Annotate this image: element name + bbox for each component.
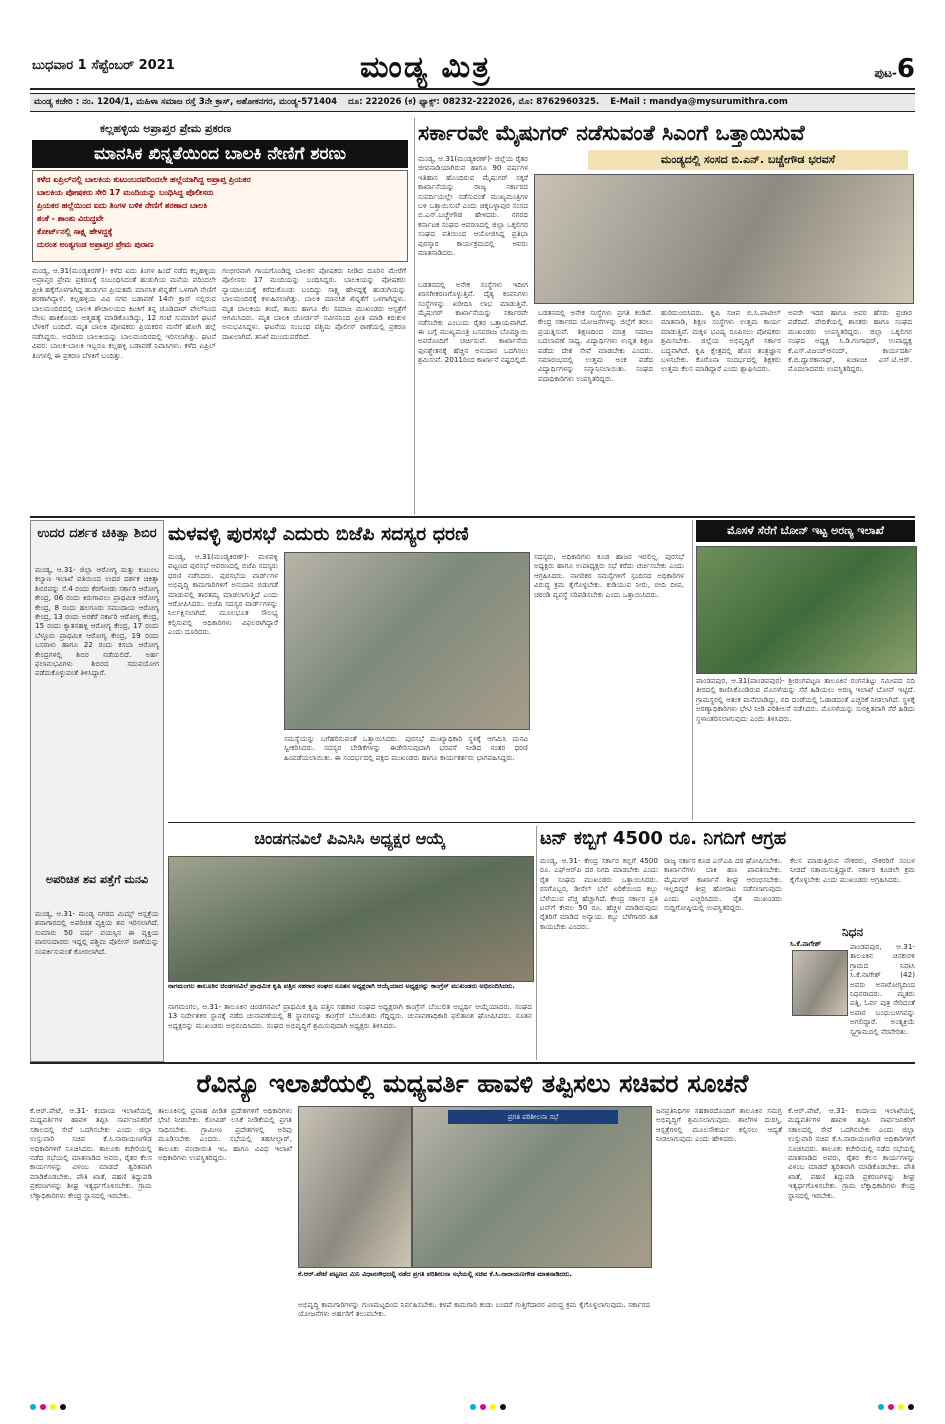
sidebar-headline: ಉದರ ದರ್ಶಕ ಚಿಕಿತ್ಸಾ ಶಿಬಿರ xyxy=(37,526,157,541)
minister-speaking-photo xyxy=(298,1106,412,1268)
story-body-right: ಗಂಭೀರವಾಗಿ ಗಾಯಗೊಂಡಿದ್ದ ಬಾಲಕನ ಪೋಷಕರು ನೀಡಿದ ದೂರಿನ ಮೇರೆಗೆ ಪೊಲೀಸರು 17 ಮಂದಿಯನ್ನು ಬಂಧಿಸಿದ್ದರು. ಬಾಲಕಿಯನ್ನು ಪೋಷಕರು ನ್ಯಾಯಾಲಯಕ್ಕೆ ಕರೆದುಕೊಂಡು ಬಂದಿದ್ದು ಸಾಕ್ಷ್ಯ ಹೇಳದ್ದಕ್ಕೆ ಹುಡುಗಿಯನ್ನು ಬಾಲಮಂದಿರಕ್ಕೆ ಕಳುಹಿಸಲಾಗಿತ್ತು. ಬಾಲಕಿ ಮಾನಸಿಕ ಖಿನ್ನತೆಗೆ ಒಳಗಾಗಿದ್ದಳು. ಮೃತ ಬಾಲಕಿಯ ತಂದೆ, ತಾಯಿ ಹಾಗೂ ಕೆಲ ಸಮಾಜ ಮುಖಂಡರು ಆಸ್ಪತ್ರೆಗೆ ಆಗಮಿಸಿದರು. ಮೃತ ಬಾಲಕಿ ಜೋರ್ಡನ್ ನವೀನನಿಂದ ಪ್ರೀತಿ ಮಾಡಿ ಕಿರುಕುಳ ಅನುಭವಿಸಿದ್ದಳು. ಘಟನೆಯ ಸಂಬಂಧ ಪಶ್ಚಿಮ ಪೊಲೀಸ್ ಠಾಣೆಯಲ್ಲಿ ಪ್ರಕರಣ ದಾಖಲಾಗಿದೆ. ತನಿಖೆ ಮುಂದುವರೆದಿದೆ. xyxy=(222,266,406,341)
story-intro: ಮಂಡ್ಯ, ಆ.31(ಮಂಡ್ಯಕಿರಣ್)- ಜಿಲ್ಲೆಯ ರೈತರ ಜೀವನಾಡಿಯಾಗಿರುವ ಹಾಗೂ 90 ವರ್ಷಗಳ ಇತಿಹಾಸ ಹೊಂದಿರುವ ಮೈಷುಗರ್ ಸಕ್ಕರೆ ಕಾರ್ಖಾನೆಯನ್ನು ರಾಜ್ಯ ಸರ್ಕಾರದ ಸುಪರ್ದಿಯಲ್ಲೇ ನಡೆಸುವಂತೆ ಮುಖ್ಯಮಂತ್ರಿಗಳ ಬಳಿ ಒತ್ತಾಯಿಸುವೆ ಎಂದು ಚಿಕ್ಕಬಳ್ಳಾಪುರ ಸಂಸದ ಬಿ.ಎನ್.ಬಚ್ಚೇಗೌಡ ಹೇಳಿದರು. ನಗರದ ಕರ್ನಾಟಕ ಸಂಘದ ಆವರಣದಲ್ಲಿ ಜಿಲ್ಲಾ ಒಕ್ಕಲಿಗರ ಸಂಘದ ವತಿಯಿಂದ ಆಯೋಜಿಸಿದ್ದ ಪ್ರತಿಭಾ ಪುರಸ್ಕಾರ ಕಾರ್ಯಕ್ರಮದಲ್ಲಿ ಅವರು ಮಾತನಾಡಿದರು. xyxy=(418,154,528,258)
story-body-col4: ಜನಪ್ರತಿನಿಧಿಗಳ ಸಹಕಾರದೊಂದಿಗೆ ತಾಲೂಕಿನ ಸಮಗ್ರ ಅಭಿವೃದ್ಧಿಗೆ ಶ್ರಮಿಸಲಾಗುವುದು. ಶಾಲೆಗಳ ದುರಸ್ತಿ, ಆಸ್ಪತ್ರೆಗಳಲ್ಲಿ ಮೂಲಸೌಕರ್ಯ ಕಲ್ಪಿಸಲು ಆದ್ಯತೆ ನೀಡಲಾಗುವುದು ಎಂದು ಹೇಳಿದರು. xyxy=(656,1106,782,1144)
bullet-2: ಬಾಲಕಿಯ ಪೋಷಕರು ಸೇರಿ 17 ಮಂದಿಯನ್ನು ಬಂಧಿಸಿದ್ದ ಪೊಲೀಸರು xyxy=(37,188,214,197)
color-dot xyxy=(908,1404,914,1410)
felicitation-photo xyxy=(534,174,914,304)
page-label xyxy=(874,54,915,84)
meeting-banner: ಪ್ರಗತಿ ಪರಿಶೀಲನಾ ಸಭೆ xyxy=(448,1110,618,1124)
page-number: 6 xyxy=(896,54,915,84)
story-headline: ಟನ್ ಕಬ್ಬಿಗೆ 4500 ರೂ. ನಿಗದಿಗೆ ಆಗ್ರಹ xyxy=(540,828,787,849)
story-body-col1: ಕೆ.ಆರ್.ಪೇಟೆ, ಆ.31- ಕಂದಾಯ ಇಲಾಖೆಯಲ್ಲಿ ಮಧ್ಯವರ್ತಿಗಳ ಹಾವಳಿ ತಪ್ಪಿಸಿ ಸಾರ್ವಜನಿಕರಿಗೆ ಸಕಾಲದಲ್ಲಿ ಸೇವೆ ಒದಗಿಸಬೇಕು ಎಂದು ಜಿಲ್ಲಾ ಉಸ್ತುವಾರಿ ಸಚಿವ ಕೆ.ಸಿ.ನಾರಾಯಣಗೌಡ ಅಧಿಕಾರಿಗಳಿಗೆ ಸೂಚಿಸಿದರು. ತಾಲೂಕು ಕಚೇರಿಯಲ್ಲಿ ನಡೆದ ಸಭೆಯಲ್ಲಿ ಮಾತನಾಡಿದ ಅವರು, ರೈತರ ಕೆಲಸ ಕಾರ್ಯಗಳನ್ನು ವಿಳಂಬ ಮಾಡದೆ ತ್ವರಿತವಾಗಿ ಮಾಡಿಕೊಡಬೇಕು. ಪೌತಿ ಖಾತೆ, ಪಹಣಿ ತಿದ್ದುಪಡಿ ಪ್ರಕರಣಗಳನ್ನು ಶೀಘ್ರ ಇತ್ಯರ್ಥಗೊಳಿಸಬೇಕು. ಗ್ರಾಮ ಲೆಕ್ಕಾಧಿಕಾರಿಗಳು ಕೇಂದ್ರ ಸ್ಥಾನದಲ್ಲಿ ಇರಬೇಕು. xyxy=(30,1106,152,1200)
bullet-4: ಶಂಕೆ - ಶಾಂತು ವಿರುದ್ಧವೇ xyxy=(37,214,104,223)
bullet-3: ಪ್ರಿಯಕರ ಹಲ್ಲೆಯಿಂದ ಐದು ತಿಂಗಳ ಬಳಿಕ ನೇಣಿಗೆ ಶರಣಾದ ಬಾಲಕಿ xyxy=(37,201,208,210)
officials-meeting-photo xyxy=(412,1106,652,1268)
color-dot xyxy=(490,1404,496,1410)
story-body-col2: ರಾಜ್ಯ ಸರ್ಕಾರ ಕೂಡ ಎಸ್‌ಎಪಿ ದರ ಘೋಷಿಸಬೇಕು. ಕಾರ್ಖಾನೆಗಳು ಬಾಕಿ ಹಣ ಪಾವತಿಸಬೇಕು. ಮೈಷುಗರ್ ಕಾರ್ಖಾನೆ ಶೀಘ್ರ ಆರಂಭಿಸಬೇಕು. ಇಲ್ಲದಿದ್ದರೆ ತೀವ್ರ ಹೋರಾಟ ನಡೆಸಲಾಗುವುದು ಎಂದು ಎಚ್ಚರಿಸಿದರು. ರೈತ ಮುಖಂಡರು ಸುದ್ದಿಗೋಷ್ಠಿಯಲ್ಲಿ ಉಪಸ್ಥಿತರಿದ್ದರು. xyxy=(664,856,782,913)
story-body-col1: ಮಂಡ್ಯ, ಆ.31(ಮಂಡ್ಯಕಿರಣ್)- ಮಳವಳ್ಳಿ ಪಟ್ಟಣದ ಪುರಸಭೆ ಆವರಣದಲ್ಲಿ ಬಿಜೆಪಿ ಸದಸ್ಯರು ಧರಣಿ ನಡೆಸಿದರು. ಪುರಸಭೆಯ ವಾರ್ಡ್‌ಗಳ ಅಭಿವೃದ್ಧಿ ಕಾಮಗಾರಿಗಳಿಗೆ ಅನುದಾನ ಬಿಡುಗಡೆ ಮಾಡುವಲ್ಲಿ ತಾರತಮ್ಯ ಮಾಡಲಾಗುತ್ತಿದೆ ಎಂದು ಆರೋಪಿಸಿದರು. ಬಿಜೆಪಿ ಸದಸ್ಯರ ವಾರ್ಡ್‌ಗಳನ್ನು ನಿರ್ಲಕ್ಷಿಸಲಾಗಿದೆ. ಮೂಲಭೂತ ಸೌಲಭ್ಯ ಕಲ್ಪಿಸುವಲ್ಲಿ ಅಧಿಕಾರಿಗಳು ವಿಫಲರಾಗಿದ್ದಾರೆ ಎಂದು ದೂರಿದರು. xyxy=(168,552,278,637)
bullet-6: ದುರಂತ ಅಂತ್ಯಗಂಡ ಅಪ್ರಾಪ್ತರ ಪ್ರೇಮ ಪುರಾಣ xyxy=(37,240,154,249)
crocodile-trap-photo xyxy=(696,546,917,674)
color-dot xyxy=(898,1404,904,1410)
color-dot xyxy=(470,1404,476,1410)
story-crocodile xyxy=(696,520,915,820)
story-headline: ರೆವಿನ್ಯೂ ಇಲಾಖೆಯಲ್ಲಿ ಮಧ್ಯವರ್ತಿ ಹಾವಳಿ ತಪ್ಪಿಸಲು ಸಚಿವರ ಸೂಚನೆ xyxy=(196,1069,749,1098)
story-revenue xyxy=(30,1066,915,1396)
story-body-col2: ತಾಲೂಕಿನಲ್ಲಿ ಪ್ರವಾಹ ಪೀಡಿತ ಪ್ರದೇಶಗಳಿಗೆ ಅಧಿಕಾರಿಗಳು ಭೇಟಿ ನೀಡಬೇಕು. ಕೋವಿಡ್ ಲಸಿಕೆ ನೀಡಿಕೆಯಲ್ಲಿ ಪ್ರಗತಿ ಸಾಧಿಸಬೇಕು. ಗ್ರಾಮೀಣ ಪ್ರದೇಶಗಳಲ್ಲಿ ಅರಿವು ಮೂಡಿಸಬೇಕು ಎಂದರು. ಸಭೆಯಲ್ಲಿ ತಹಸೀಲ್ದಾರ್, ತಾಲೂಕು ಪಂಚಾಯಿತಿ ಇಒ ಹಾಗೂ ವಿವಿಧ ಇಲಾಖೆ ಅಧಿಕಾರಿಗಳು ಉಪಸ್ಥಿತರಿದ್ದರು. xyxy=(158,1106,292,1163)
masthead-logo: ಮಂಡ್ಯ ಮಿತ್ರ xyxy=(360,50,492,85)
story-headline: ಚಿಂಡಗನವಿಲೆ ಪಿಎಸಿಸಿ ಅಧ್ಯಕ್ಷರ ಆಯ್ಕೆ xyxy=(254,829,446,848)
issue-date: ಬುಧವಾರ 1 ಸೆಪ್ಟೆಂಬರ್ 2021 xyxy=(32,58,175,73)
bullet-1: ಕಳೆದ ಏಪ್ರಿಲ್‌ನಲ್ಲಿ ಬಾಲಕಿಯ ಕುಟುಂಬದವರಿಂದಲೇ ಹಲ್ಲೆಯಾಗಿದ್ದ ಅಪ್ರಾಪ್ತ ಪ್ರಿಯಕರ xyxy=(37,175,251,184)
story-headline: ಮಳವಳ್ಳಿ ಪುರಸಭೆ ಎದುರು ಬಿಜೆಪಿ ಸದಸ್ಯರ ಧರಣಿ xyxy=(168,523,469,545)
masthead-rule xyxy=(30,88,915,90)
story-body-left: ಮಂಡ್ಯ, ಆ.31(ಮಂಡ್ಯಕಿರಣ್)- ಕಳೆದ ಐದು ತಿಂಗಳ ಹಿಂದೆ ನಡೆದ ಕಲ್ಲಹಳ್ಳಿಯ ಅಪ್ರಾಪ್ತರ ಪ್ರೇಮ ಪ್ರಕರಣಕ್ಕೆ ಸಂಬಂಧಿಸಿದಂತೆ ಹುಡುಗಿಯ ಮನೆಯ ವರಿಂದಲೇ ಪ್ರೀತಿ ಹಕ್ಕೆಗೊಳಗಾಗಿದ್ದ ಹುಡುಗನ ಪ್ರಿಯತಮೆ ಮಾನಸಿಕ ಖಿನ್ನತೆಗೆ ಒಳಗಾಗಿ ನೇಣಿಗೆ ಶರಣಾಗಿದ್ದಾಳೆ. ಕಲ್ಲಹಳ್ಳಿಯ ವಿವಿ ನಗರ ಬಡಾವಣೆ 14ನೇ ಕ್ರಾಸ್ ನಲ್ಲಿರುವ ಬಾಲಮಂದಿರದಲ್ಲಿ ಬಾಲಕಿ ಶೌಚಾಲಯದ ಕಿಟಕಿಗೆ ತನ್ನ ಚೂಡಿದಾರ್ ವೇಲ್‌ನಿಂದ ನೇಣು ಹಾಕಿಕೊಂಡು ಆತ್ಮಹತ್ಯೆ ಮಾಡಿಕೊಂಡಿದ್ದು, 12 ಗಂಟೆ ಸುಮಾರಿಗೆ ಘಟನೆ ಬೆಳಕಿಗೆ ಬಂದಿದೆ. ಮೃತ ಬಾಲಕಿ ಪೋಷಕರು ಪ್ರಿಯಕರನ ಮನೆಗೆ ಹೋಗಿ ಹಲ್ಲೆ ನಡೆಸಿದ್ದರು. ಅದರಿಂದ ಬಾಲಕಿಯನ್ನು ಬಾಲಮಂದಿರದಲ್ಲಿ ಇರಿಸಲಾಗಿತ್ತು. ಘಟನೆ ವಿವರ: ಬಾಲಕ-ಬಾಲಕಿ ಇಬ್ಬರೂ ಕಲ್ಲಹಳ್ಳಿ ಬಡಾವಣೆ ನಿವಾಸಿಗಳು. ಕಳೆದ ಏಪ್ರಿಲ್ ತಿಂಗಳಲ್ಲಿ ಈ ಪ್ರಕರಣ ಬೆಳಕಿಗೆ ಬಂದಿತ್ತು. xyxy=(32,266,216,360)
story-body-col1: ಬಡತನದಲ್ಲಿ ಅನೇಕ ಸಂಸ್ಥೆಗಳು ಇದೀಗ ಖಾಸಗೀಕರಣಗೊಳ್ಳುತ್ತಿವೆ. ದೈತ್ಯ ಕಂಪನಿಗಳು ಸಂಸ್ಥೆಗಳನ್ನು ಖರೀದಿಸಿ ಲಾಭ ಮಾಡುತ್ತಿವೆ. ಮೈಷುಗರ್ ಕಾರ್ಖಾನೆಯನ್ನು ಸರ್ಕಾರವೇ ನಡೆಸಬೇಕು ಎಂಬುದು ರೈತರ ಒತ್ತಾಯವಾಗಿದೆ. ಈ ಬಗ್ಗೆ ಮುಖ್ಯಮಂತ್ರಿ ಬಸವರಾಜ ಬೊಮ್ಮಾಯಿ ಅವರೊಂದಿಗೆ ಚರ್ಚಿಸುವೆ. ಕಾರ್ಖಾನೆಯ ಪುನಶ್ಚೇತನಕ್ಕೆ ಹೆಚ್ಚಿನ ಅನುದಾನ ಒದಗಿಸಲು ಶ್ರಮಿಸುವೆ. 2011ರಿಂದ ಕಾರ್ಖಾನೆ ನಷ್ಟದಲ್ಲಿದೆ. xyxy=(418,280,528,365)
story-kallahalli xyxy=(30,118,410,514)
masthead xyxy=(30,50,915,98)
address-bar xyxy=(30,93,915,112)
obituary-box xyxy=(790,924,915,1058)
divider xyxy=(414,118,415,514)
office-address: ಮಂಡ್ಯ ಕಚೇರಿ : ನಂ. 1204/1, ಮಹಿಳಾ ಸಮಾಜ ರಸ್ತೆ 3ನೇ ಕ್ರಾಸ್, ಅಶೋಕನಗರ, ಮಂಡ್ಯ-571404 xyxy=(34,97,338,107)
meeting-photo xyxy=(298,1106,650,1296)
photo-caption: ಕೆ.ಆರ್.ಪೇಟೆ ಪಟ್ಟಣದ ಮಿನಿ ವಿಧಾನಸೌಧದಲ್ಲಿ ನಡೆದ ಪ್ರಗತಿ ಪರಿಶೀಲನಾ ಸಭೆಯಲ್ಲಿ ಸಚಿವ ಕೆ.ಸಿ.ನಾರಾಯಣಗೌಡ ಮಾತನಾಡಿದರು. xyxy=(298,1270,572,1278)
sidebar-camp xyxy=(30,520,164,1062)
story-body-col2: ಬಡತನದಲ್ಲಿ ಅನೇಕ ಸಂಸ್ಥೆಗಳು ಪ್ರಗತಿ ಕಂಡಿವೆ. ಕೇಂದ್ರ ಸರ್ಕಾರದ ಯೋಜನೆಗಳನ್ನು ಜಿಲ್ಲೆಗೆ ತರಲು ಪ್ರಯತ್ನಿಸುವೆ. ಶಿಕ್ಷಣದಿಂದ ಮಾತ್ರ ಸಮಾಜ ಬದಲಾವಣೆ ಸಾಧ್ಯ. ವಿದ್ಯಾರ್ಥಿಗಳು ಉನ್ನತ ಶಿಕ್ಷಣ ಪಡೆದು ದೇಶ ಸೇವೆ ಮಾಡಬೇಕು ಎಂದರು. ಸಮಾರಂಭದಲ್ಲಿ ಉತ್ತಮ ಅಂಕ ಪಡೆದ ವಿದ್ಯಾರ್ಥಿಗಳನ್ನು ಸನ್ಮಾನಿಸಲಾಯಿತು. ಸಂಘದ ಪದಾಧಿಕಾರಿಗಳು ಉಪಸ್ಥಿತರಿದ್ದರು. xyxy=(538,308,653,383)
story-body: ಪಾಂಡವಪುರ, ಆ.31(ಪಾಂಡವಪುರ)- ಶ್ರೀರಂಗಪಟ್ಟಣ ತಾಲೂಕಿನ ರಂಗನತಿಟ್ಟು ಸಮೀಪದ ನದಿ ತೀರದಲ್ಲಿ ಕಾಣಿಸಿಕೊಂಡಿರುವ ಮೊಸಳೆಯನ್ನು ಸೆರೆ ಹಿಡಿಯಲು ಅರಣ್ಯ ಇಲಾಖೆ ಬೋನ್ ಇಟ್ಟಿದೆ. ಗ್ರಾಮಸ್ಥರಲ್ಲಿ ಆತಂಕ ಮನೆಮಾಡಿದ್ದು, ನದಿ ದಂಡೆಯಲ್ಲಿ ಓಡಾಡದಂತೆ ಎಚ್ಚರಿಕೆ ನೀಡಲಾಗಿದೆ. ಸ್ಥಳಕ್ಕೆ ಅರಣ್ಯಾಧಿಕಾರಿಗಳು ಭೇಟಿ ನೀಡಿ ಪರಿಶೀಲನೆ ನಡೆಸಿದರು. ಮೊಸಳೆಯನ್ನು ಸುರಕ್ಷಿತವಾಗಿ ಸೆರೆ ಹಿಡಿದು ಸ್ಥಳಾಂತರಿಸಲಾಗುವುದು ಎಂದು ತಿಳಿಸಿದರು. xyxy=(696,676,915,723)
bullet-box xyxy=(32,170,408,262)
section-rule xyxy=(30,516,915,518)
sidebar-body-2: ಮಂಡ್ಯ, ಆ.31- ಮಂಡ್ಯ ನಗರದ ಮಿಮ್ಸ್ ಆಸ್ಪತ್ರೆಯ ಶವಾಗಾರದಲ್ಲಿ ಅಪರಿಚಿತ ವ್ಯಕ್ತಿಯ ಶವ ಇರಿಸಲಾಗಿದೆ. ಸುಮಾರು 50 ವರ್ಷ ವಯಸ್ಸಿನ ಈ ವ್ಯಕ್ತಿಯ ವಾರಸುದಾರರು ಇದ್ದಲ್ಲಿ ಪಶ್ಚಿಮ ಪೊಲೀಸ್ ಠಾಣೆಯನ್ನು ಸಂಪರ್ಕಿಸುವಂತೆ ಕೋರಲಾಗಿದೆ. xyxy=(35,909,159,956)
photo-caption: ನಾಗಮಂಗಲ ತಾಲೂಕಿನ ಚಿಂಡಗನವಿಲೆ ಪ್ರಾಥಮಿಕ ಕೃಷಿ ಪತ್ತಿನ ಸಹಕಾರ ಸಂಘದ ನೂತನ ಅಧ್ಯಕ್ಷರಾಗಿ ಆಯ್ಕೆಯಾದ ಅಧ್ಯಕ್ಷರನ್ನು ಕಾಂಗ್ರೆಸ್ ಮುಖಂಡರು ಅಭಿನಂದಿಸಿದರು. xyxy=(168,982,515,990)
protest-photo xyxy=(284,552,530,730)
obituary-portrait xyxy=(792,950,848,1016)
obituary-heading: ನಿಧನ xyxy=(841,925,864,939)
color-dot xyxy=(888,1404,894,1410)
story-pacs xyxy=(168,826,532,1060)
story-malavalli xyxy=(168,520,688,820)
color-dot xyxy=(878,1404,884,1410)
sidebar-headline-2: ಅಪರಿಚಿತ ಶವ ಪತ್ತೆಗೆ ಮನವಿ xyxy=(45,873,149,886)
office-phone: ದೂ: 222026 (ಕ) ಫ್ಯಾಕ್ಸ್: 08232-222026, ಮೊ: 8762960325. xyxy=(348,97,600,107)
section-rule xyxy=(168,822,915,823)
story-body-col3: ಸದಸ್ಯರು, ಅಧಿಕಾರಿಗಳು ಕೂಡ ಹಾಜರ ಇರಲಿಲ್ಲ. ಪುರಸಭೆ ಅಧ್ಯಕ್ಷರು ಹಾಗೂ ಉಪಾಧ್ಯಕ್ಷರು ಸಭೆ ಕರೆದು ಚರ್ಚಿಸಬೇಕು ಎಂದು ಆಗ್ರಹಿಸಿದರು. ನಾಗರಿಕರ ಸಮಸ್ಯೆಗಳಿಗೆ ಸ್ಪಂದಿಸದ ಅಧಿಕಾರಿಗಳ ವಿರುದ್ಧ ಕ್ರಮ ಕೈಗೊಳ್ಳಬೇಕು. ಕುಡಿಯುವ ನೀರು, ಬೀದಿ ದೀಪ, ಚರಂಡಿ ವ್ಯವಸ್ಥೆ ಸರಿಪಡಿಸಬೇಕು ಎಂದು ಒತ್ತಾಯಿಸಿದರು. xyxy=(534,552,684,599)
story-body: ನಾಗಮಂಗಲ, ಆ.31- ತಾಲೂಕಿನ ಚಿಂಡಗನವಿಲೆ ಪ್ರಾಥಮಿಕ ಕೃಷಿ ಪತ್ತಿನ ಸಹಕಾರ ಸಂಘದ ಅಧ್ಯಕ್ಷರಾಗಿ ಕಾಂಗ್ರೆಸ್ ಬೆಂಬಲಿತ ಅಭ್ಯರ್ಥಿ ಆಯ್ಕೆಯಾದರು. ಸಂಘದ 13 ನಿರ್ದೇಶಕರ ಸ್ಥಾನಕ್ಕೆ ನಡೆದ ಚುನಾವಣೆಯಲ್ಲಿ 8 ಸ್ಥಾನಗಳನ್ನು ಕಾಂಗ್ರೆಸ್ ಬೆಂಬಲಿತರು ಗೆದ್ದಿದ್ದರು. ಚುನಾವಣಾಧಿಕಾರಿ ಫಲಿತಾಂಶ ಘೋಷಿಸಿದರು. ನೂತನ ಅಧ್ಯಕ್ಷರನ್ನು ಮುಖಂಡರು ಅಭಿನಂದಿಸಿದರು. ಸಂಘದ ಅಭಿವೃದ್ಧಿಗೆ ಶ್ರಮಿಸುವುದಾಗಿ ಅಧ್ಯಕ್ಷರು ತಿಳಿಸಿದರು. xyxy=(168,1002,532,1030)
sidebar-body: ಮಂಡ್ಯ, ಆ.31- ಜಿಲ್ಲಾ ಆರೋಗ್ಯ ಮತ್ತು ಕುಟುಂಬ ಕಲ್ಯಾಣ ಇಲಾಖೆ ವತಿಯಿಂದ ಉದರ ದರ್ಶಕ ಚಿಕಿತ್ಸಾ ಶಿಬಿರವನ್ನು ಸೆ.4 ರಂದು ಕೆರಗೋಡು ಸರ್ಕಾರಿ ಆರೋಗ್ಯ ಕೇಂದ್ರ, 06 ರಂದು ಕಿರುಗಾವಲು ಪ್ರಾಥಮಿಕ ಆರೋಗ್ಯ ಕೇಂದ್ರ, 8 ರಂದು ಹಲಗೂರು ಸಮುದಾಯ ಆರೋಗ್ಯ ಕೇಂದ್ರ, 13 ರಂದು ಅರಕೆರೆ ಸರ್ಕಾರಿ ಆರೋಗ್ಯ ಕೇಂದ್ರ, 15 ರಂದು ಕ್ಯಾತನಹಳ್ಳಿ ಆರೋಗ್ಯ ಕೇಂದ್ರ, 17 ರಂದು ಬೆಳ್ಳೂರು ಪ್ರಾಥಮಿಕ ಆರೋಗ್ಯ ಕೇಂದ್ರ, 19 ರಂದು ಬಸರಾಳು ಹಾಗೂ 22 ರಂದು ಕಸಬಾ ಆರೋಗ್ಯ ಕೇಂದ್ರಗಳಲ್ಲಿ ಶಿಬಿರ ನಡೆಯಲಿದೆ. ಅರ್ಹ ಫಲಾನುಭವಿಗಳು ಶಿಬಿರದ ಸದುಪಯೋಗ ಪಡೆದುಕೊಳ್ಳುವಂತೆ ತಿಳಿಸಿದ್ದಾರೆ. xyxy=(35,565,159,678)
story-body-col3: ಹುರಿದುಂಬಿಸಿದರು. ಕೃಷಿ ಸಚಿವ ಬಿ.ಸಿ.ಪಾಟೀಲ್ ಮಾತನಾಡಿ, ಶಿಕ್ಷಣ ಸಂಸ್ಥೆಗಳು ಉತ್ತಮ ಕಾರ್ಯ ಮಾಡುತ್ತಿವೆ. ಮಕ್ಕಳ ಭವಿಷ್ಯ ರೂಪಿಸಲು ಪೋಷಕರು ಶ್ರಮಿಸಬೇಕು. ಜಿಲ್ಲೆಯ ಅಭಿವೃದ್ಧಿಗೆ ಸರ್ಕಾರ ಬದ್ಧವಾಗಿದೆ. ಕೃಷಿ ಕ್ಷೇತ್ರದಲ್ಲಿ ಹೊಸ ತಂತ್ರಜ್ಞಾನ ಬಳಸಬೇಕು. ಕೊರೊನಾ ಸಂದರ್ಭದಲ್ಲಿ ಶಿಕ್ಷಕರು ಉತ್ತಮ ಕೆಲಸ ಮಾಡಿದ್ದಾರೆ ಎಂದು ಶ್ಲಾಘಿಸಿದರು. xyxy=(661,308,781,374)
story-body-col3: ಕೆಲಸ ಮಾಡುತ್ತಿರುವ ನೌಕರರು, ನೌಕರರಿಗೆ ಸಂಬಳ ನೀಡದೆ ಸತಾಯಿಸುತ್ತಿದ್ದಾರೆ. ಸರ್ಕಾರ ಕೂಡಲೇ ಕ್ರಮ ಕೈಗೊಳ್ಳಬೇಕು ಎಂದು ಮುಖಂಡರು ಆಗ್ರಹಿಸಿದರು. xyxy=(790,856,915,884)
color-dot xyxy=(30,1404,36,1410)
color-dot xyxy=(480,1404,486,1410)
story-subhead: ಮಂಡ್ಯದಲ್ಲಿ ಸಂಸದ ಬಿ.ಎನ್. ಬಚ್ಚೇಗೌಡ ಭರವಸೆ xyxy=(588,150,908,170)
story-mysugar xyxy=(418,118,915,514)
story-body-col3: ಅಭಿವೃದ್ಧಿ ಕಾಮಗಾರಿಗಳನ್ನು ಗುಣಮಟ್ಟದಿಂದ ನಿರ್ವಹಿಸಬೇಕು. ಕಳಪೆ ಕಾಮಗಾರಿ ಕಂಡು ಬಂದರೆ ಗುತ್ತಿಗೆದಾರರ ವಿರುದ್ಧ ಕ್ರಮ ಕೈಗೊಳ್ಳಲಾಗುವುದು. ಸರ್ಕಾರದ ಯೋಜನೆಗಳು ಅರ್ಹರಿಗೆ ತಲುಪಬೇಕು. xyxy=(298,1300,650,1319)
color-dot xyxy=(60,1404,66,1410)
section-rule xyxy=(30,1062,915,1064)
color-dot xyxy=(500,1404,506,1410)
office-email: E-Mail : mandya@mysurumithra.com xyxy=(610,97,788,107)
divider xyxy=(692,520,693,820)
obituary-body: ಪಾಂಡವಪುರ, ಆ.31- ತಾಲೂಕಿನ ಚಿನಕುರಳಿ ಗ್ರಾಮದ ನಿವಾಸಿ ಸಿ.ಕೆ.ನಾಗೇಶ್ (42) ಅವರು ಅನಾರೋಗ್ಯದಿಂದ ನಿಧನರಾದರು. ಮೃತರು ಪತ್ನಿ, ಓರ್ವ ಪುತ್ರ ಸೇರಿದಂತೆ ಅಪಾರ ಬಂಧುಬಳಗವನ್ನು ಅಗಲಿದ್ದಾರೆ. ಅಂತ್ಯಕ್ರಿಯೆ ಸ್ವಗ್ರಾಮದಲ್ಲಿ ನೆರವೇರಿತು. xyxy=(850,942,915,1036)
story-kicker: ಕಲ್ಲಹಳ್ಳಿಯ ಅಪ್ರಾಪ್ತರ ಪ್ರೇಮ ಪ್ರಕರಣ xyxy=(100,122,232,135)
story-sugarcane xyxy=(540,826,915,1060)
color-dot xyxy=(40,1404,46,1410)
story-headline: ಮೊಸಳೆ ಸೆರೆಗೆ ಬೋನ್ ಇಟ್ಟ ಅರಣ್ಯ ಇಲಾಖೆ xyxy=(696,520,915,542)
pacs-president-photo xyxy=(168,856,534,982)
story-headline: ಸರ್ಕಾರವೇ ಮೈಷುಗರ್ ನಡೆಸುವಂತೆ ಸಿಎಂಗೆ ಒತ್ತಾಯಿಸುವೆ xyxy=(418,121,805,145)
bullet-5: ಕೋರ್ಟ್‌ನಲ್ಲಿ ಸಾಕ್ಷ್ಯ ಹೇಳದ್ದಕ್ಕೆ xyxy=(37,227,113,236)
color-dot xyxy=(50,1404,56,1410)
story-body-col5: ಕೆ.ಆರ್.ಪೇಟೆ, ಆ.31- ಕಂದಾಯ ಇಲಾಖೆಯಲ್ಲಿ ಮಧ್ಯವರ್ತಿಗಳ ಹಾವಳಿ ತಪ್ಪಿಸಿ ಸಾರ್ವಜನಿಕರಿಗೆ ಸಕಾಲದಲ್ಲಿ ಸೇವೆ ಒದಗಿಸಬೇಕು ಎಂದು ಜಿಲ್ಲಾ ಉಸ್ತುವಾರಿ ಸಚಿವ ಕೆ.ಸಿ.ನಾರಾಯಣಗೌಡ ಅಧಿಕಾರಿಗಳಿಗೆ ಸೂಚಿಸಿದರು. ತಾಲೂಕು ಕಚೇರಿಯಲ್ಲಿ ನಡೆದ ಸಭೆಯಲ್ಲಿ ಮಾತನಾಡಿದ ಅವರು, ರೈತರ ಕೆಲಸ ಕಾರ್ಯಗಳನ್ನು ವಿಳಂಬ ಮಾಡದೆ ತ್ವರಿತವಾಗಿ ಮಾಡಿಕೊಡಬೇಕು. ಪೌತಿ ಖಾತೆ, ಪಹಣಿ ತಿದ್ದುಪಡಿ ಪ್ರಕರಣಗಳನ್ನು ಶೀಘ್ರ ಇತ್ಯರ್ಥಗೊಳಿಸಬೇಕು. ಗ್ರಾಮ ಲೆಕ್ಕಾಧಿಕಾರಿಗಳು ಕೇಂದ್ರ ಸ್ಥಾನದಲ್ಲಿ ಇರಬೇಕು. xyxy=(788,1106,915,1200)
story-body-col1: ಮಂಡ್ಯ, ಆ.31- ಕೇಂದ್ರ ಸರ್ಕಾರ ಕಬ್ಬಿಗೆ 4500 ರೂ. ಎಫ್‌ಆರ್‌ಪಿ ದರ ನಿಗದಿ ಮಾಡಬೇಕು ಎಂದು ರೈತ ಸಂಘದ ಮುಖಂಡರು ಒತ್ತಾಯಿಸಿದರು. ರಸಗೊಬ್ಬರ, ಡೀಸೆಲ್ ಬೆಲೆ ಏರಿಕೆಯಿಂದ ಕಬ್ಬು ಬೆಳೆಯುವ ವೆಚ್ಚ ಹೆಚ್ಚಾಗಿದೆ. ಕೇಂದ್ರ ಸರ್ಕಾರ ಪ್ರತಿ ಟನ್‌ಗೆ ಕೇವಲ 50 ರೂ. ಹೆಚ್ಚಳ ಮಾಡಿರುವುದು ರೈತರಿಗೆ ಮಾಡಿದ ಅನ್ಯಾಯ. ಕಬ್ಬು ಬೆಳೆಗಾರರ ಹಿತ ಕಾಯಬೇಕು ಎಂದರು. xyxy=(540,856,658,931)
story-headline: ಮಾನಸಿಕ ಖಿನ್ನತೆಯಿಂದ ಬಾಲಕಿ ನೇಣಿಗೆ ಶರಣು xyxy=(32,140,408,168)
story-body-col4: ಅವರೇ ಇದರ ಹಾಗೂ ಅವರ ಹೆಸರು ಪ್ರಚಾರ ಪಡೆದಿದೆ. ವೇದಿಕೆಯಲ್ಲಿ ಶಾಸಕರು ಹಾಗೂ ಸಂಘದ ಮುಖಂಡರು ಉಪಸ್ಥಿತರಿದ್ದರು. ಜಿಲ್ಲಾ ಒಕ್ಕಲಿಗರ ಸಂಘದ ಅಧ್ಯಕ್ಷ ಸಿ.ಡಿ.ಗಂಗಾಧರ್, ಉಪಾಧ್ಯಕ್ಷ ಕೆ.ಎಸ್.ವಿಜಯ್‌ಆನಂದ್, ಕಾರ್ಯದರ್ಶಿ ಕೆ.ಬಿ.ದ್ವಾರಕಾನಾಥ್, ಖಜಾಂಚಿ ಎಸ್.ಟಿ.ಆರ್. ಮೊದಲಾದವರು ಉಪಸ್ಥಿತರಿದ್ದರು. xyxy=(788,308,912,374)
story-body-col2: ಸಮಸ್ಯೆಯನ್ನು ಬಗೆಹರಿಸುವಂತೆ ಒತ್ತಾಯಿಸಿದರು. ಪುರಸಭೆ ಮುಖ್ಯಾಧಿಕಾರಿ ಸ್ಥಳಕ್ಕೆ ಆಗಮಿಸಿ ಮನವಿ ಸ್ವೀಕರಿಸಿದರು. ಸದಸ್ಯರ ಬೇಡಿಕೆಗಳನ್ನು ಈಡೇರಿಸುವುದಾಗಿ ಭರವಸೆ ನೀಡಿದ ನಂತರ ಧರಣಿ ಹಿಂಪಡೆಯಲಾಯಿತು. ಈ ಸಂದರ್ಭದಲ್ಲಿ ಪಕ್ಷದ ಮುಖಂಡರು ಹಾಗೂ ಕಾರ್ಯಕರ್ತರು ಭಾಗವಹಿಸಿದ್ದರು. xyxy=(284,734,528,762)
divider xyxy=(536,826,537,1060)
obituary-name: ಸಿ.ಕೆ.ನಾಗೇಶ್ xyxy=(790,940,822,948)
registration-marks xyxy=(30,1404,915,1412)
page-label-text: ಪುಟ- xyxy=(874,66,897,80)
